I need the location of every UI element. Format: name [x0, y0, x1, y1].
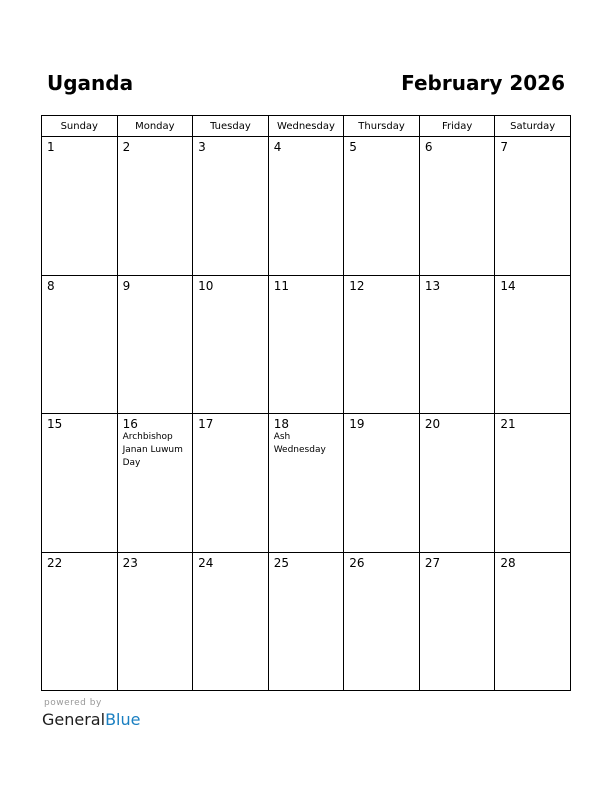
day-cell: [193, 552, 269, 691]
day-number: 18: [273, 417, 289, 431]
day-cell: [117, 414, 193, 553]
day-cell: [268, 552, 344, 691]
day-number: 13: [424, 278, 441, 293]
day-number: 26: [349, 555, 365, 570]
day-cell: [268, 275, 344, 414]
week-row: [42, 137, 571, 276]
day-cell: [117, 137, 193, 276]
day-cell: [193, 137, 269, 276]
day-cell: [117, 552, 193, 691]
day-number: 12: [349, 278, 365, 293]
calendar-grid: [41, 115, 571, 691]
day-number: 5: [349, 140, 357, 154]
holiday-label: Ash Wednesday: [273, 432, 326, 455]
country-title: Uganda: [47, 71, 134, 95]
day-cell: [117, 275, 193, 414]
brand-general: General: [42, 710, 106, 729]
day-number: 11: [273, 278, 289, 293]
day-cell: [42, 552, 118, 691]
day-number: 3: [198, 140, 206, 154]
day-cell: [495, 552, 571, 691]
day-number: 2: [122, 140, 131, 154]
day-number: 7: [500, 140, 509, 154]
brand-blue: Blue: [105, 710, 141, 729]
weekday-saturday: Saturday: [495, 116, 571, 137]
day-cell: [42, 275, 118, 414]
weekday-thursday: Thursday: [344, 116, 420, 137]
day-cell: [42, 414, 118, 553]
day-number: 16: [122, 417, 138, 431]
day-cell: [344, 275, 420, 414]
day-cell: [268, 137, 344, 276]
day-number: 8: [47, 278, 55, 293]
day-cell: [193, 414, 269, 553]
weekday-sunday: Sunday: [42, 116, 118, 137]
day-cell: [419, 552, 495, 691]
day-number: 1: [47, 140, 55, 154]
generalblue-logo[interactable]: [42, 710, 140, 729]
day-number: 10: [198, 278, 214, 293]
day-number: 23: [122, 555, 138, 570]
day-cell: [495, 275, 571, 414]
day-number: 9: [122, 278, 131, 293]
weekday-header-row: [42, 116, 571, 137]
week-row: [42, 414, 571, 553]
day-cell: [419, 137, 495, 276]
day-cell: [495, 414, 571, 553]
day-number: 25: [273, 555, 289, 570]
day-cell: [344, 552, 420, 691]
day-cell: [344, 137, 420, 276]
day-number: 20: [424, 417, 441, 431]
day-cell: [419, 414, 495, 553]
week-row: [42, 552, 571, 691]
day-number: 4: [273, 140, 282, 154]
day-cell: [419, 275, 495, 414]
weekday-tuesday: Tuesday: [193, 116, 269, 137]
weekday-wednesday: Wednesday: [268, 116, 344, 137]
day-cell: [344, 414, 420, 553]
day-number: 22: [47, 555, 63, 570]
day-cell: [268, 414, 344, 553]
powered-by-text: powered by: [44, 698, 102, 708]
day-cell: [193, 275, 269, 414]
month-title: February 2026: [401, 71, 565, 95]
day-number: 27: [424, 555, 441, 570]
day-cell: [495, 137, 571, 276]
day-number: 19: [349, 417, 365, 431]
day-number: 14: [500, 278, 516, 293]
day-number: 6: [424, 140, 433, 154]
day-number: 21: [500, 417, 516, 431]
day-number: 28: [500, 555, 516, 570]
weekday-friday: Friday: [419, 116, 495, 137]
week-row: [42, 275, 571, 414]
weekday-monday: Monday: [117, 116, 193, 137]
day-number: 15: [47, 417, 63, 431]
day-number: 24: [198, 555, 214, 570]
day-cell: [42, 137, 118, 276]
holiday-label: Archbishop Janan Luwum Day: [122, 432, 183, 468]
day-number: 17: [198, 417, 214, 431]
